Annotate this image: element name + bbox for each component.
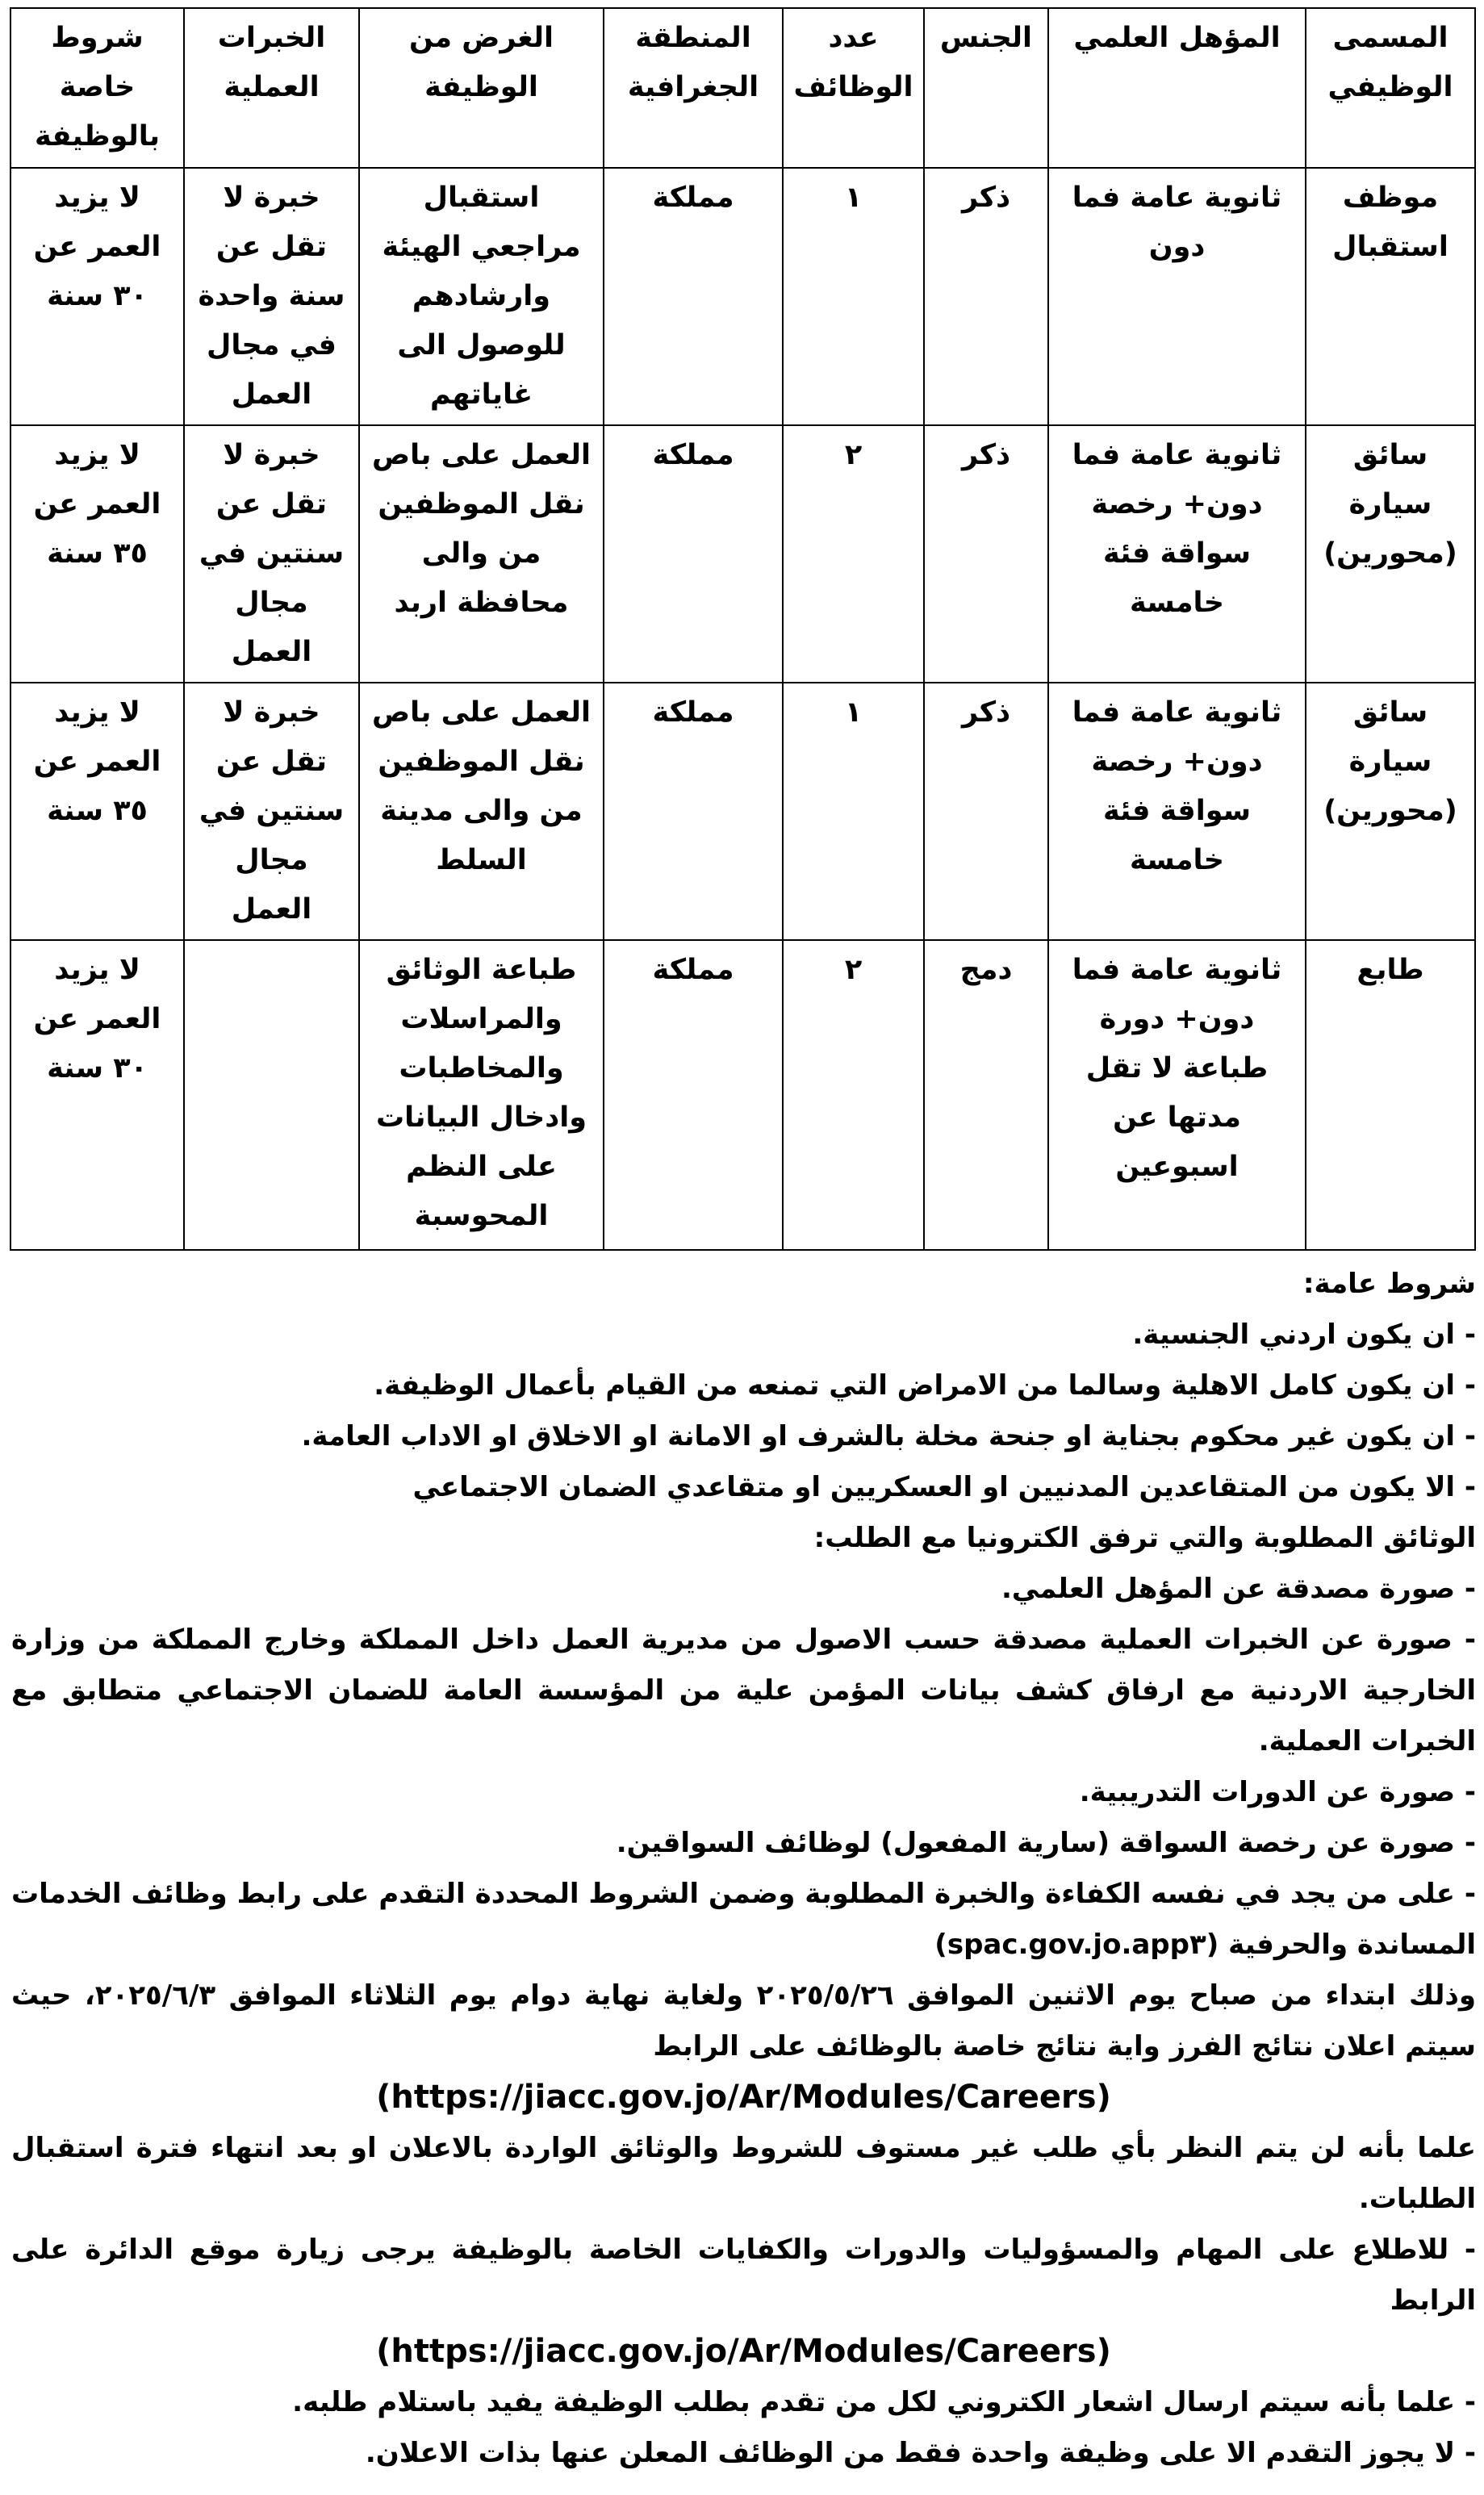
cell-purpose: العمل على باص نقل الموظفين من والى محافظة اربد	[359, 425, 604, 683]
cell-qualification: ثانوية عامة فما دون+ دورة طباعة لا تقل مدتها عن اسبوعين	[1048, 940, 1306, 1250]
cell-gender: دمج	[924, 940, 1048, 1250]
doc-item: - صورة عن رخصة السواقة (سارية المفعول) لوظائف السواقين.	[616, 1827, 1476, 1859]
cell-title: طابع	[1306, 940, 1475, 1250]
cell-title: موظف استقبال	[1306, 168, 1475, 425]
general-item: - ان يكون كامل الاهلية وسالما من الامراض التي تمنعه من القيام بأعمال الوظيفة.	[374, 1369, 1476, 1402]
cell-region: مملكة	[604, 425, 783, 683]
table-row	[10, 940, 1475, 1250]
header-count: عدد الوظائف	[783, 8, 924, 168]
cell-conditions: لا يزيد العمر عن ٣٠ سنة	[10, 168, 184, 425]
header-title: المسمى الوظيفي	[1306, 8, 1475, 168]
jobs-table	[10, 7, 1476, 1251]
doc-item: - على من يجد في نفسه الكفاءة والخبرة المطلوبة وضمن الشروط المحددة التقدم على رابط وظائف الخدمات المساندة والحرفية (spac.gov.jo.app٣)	[11, 1878, 1476, 1961]
cell-gender: ذكر	[924, 168, 1048, 425]
cell-region: مملكة	[604, 940, 783, 1250]
header-region: المنطقة الجغرافية	[604, 8, 783, 168]
cell-count: ٢	[783, 940, 924, 1250]
note: علما بأنه لن يتم النظر بأي طلب غير مستوف للشروط والوثائق الواردة بالاعلان او بعد انتهاء فترة استقبال الطلبات.	[11, 2132, 1476, 2215]
cell-purpose: طباعة الوثائق والمراسلات والمخاطبات وادخال البيانات على النظم المحوسبة	[359, 940, 604, 1250]
table-row	[10, 683, 1475, 940]
cell-count: ٢	[783, 425, 924, 683]
general-item: - ان يكون اردني الجنسية.	[1132, 1319, 1476, 1351]
cell-qualification: ثانوية عامة فما دون+ رخصة سواقة فئة خامسة	[1048, 683, 1306, 940]
note: - علما بأنه سيتم ارسال اشعار الكتروني لكل من تقدم بطلب الوظيفة يفيد باستلام طلبه.	[292, 2386, 1476, 2418]
cell-conditions: لا يزيد العمر عن ٣٠ سنة	[10, 940, 184, 1250]
note: - لا يجوز التقدم الا على وظيفة واحدة فقط من الوظائف المعلن عنها بذات الاعلان.	[365, 2437, 1476, 2469]
careers-link[interactable]: (https://jiacc.gov.jo/Ar/Modules/Careers)	[376, 2333, 1111, 2370]
cell-experience	[184, 940, 359, 1250]
careers-link[interactable]: (https://jiacc.gov.jo/Ar/Modules/Careers)	[376, 2079, 1111, 2116]
header-experience: الخبرات العملية	[184, 8, 359, 168]
cell-qualification: ثانوية عامة فما دون+ رخصة سواقة فئة خامسة	[1048, 425, 1306, 683]
table-header-row	[10, 8, 1475, 168]
general-title: شروط عامة:	[1302, 1268, 1476, 1300]
header-qualification: المؤهل العلمي	[1048, 8, 1306, 168]
general-item: - ان يكون غير محكوم بجناية او جنحة مخلة بالشرف او الامانة او الاخلاق او الاداب العامة.	[301, 1420, 1476, 1452]
cell-gender: ذكر	[924, 683, 1048, 940]
doc-item: - صورة مصدقة عن المؤهل العلمي.	[1001, 1573, 1476, 1605]
cell-conditions: لا يزيد العمر عن ٣٥ سنة	[10, 425, 184, 683]
table-row	[10, 425, 1475, 683]
docs-title: الوثائق المطلوبة والتي ترفق الكترونيا مع الطلب:	[813, 1522, 1476, 1554]
header-purpose: الغرض من الوظيفة	[359, 8, 604, 168]
cell-qualification: ثانوية عامة فما دون	[1048, 168, 1306, 425]
header-conditions: شروط خاصة بالوظيفة	[10, 8, 184, 168]
cell-title: سائق سيارة (محورين)	[1306, 425, 1475, 683]
period-text: وذلك ابتداء من صباح يوم الاثنين الموافق ٢٠٢٥/٥/٢٦ ولغاية نهاية دوام يوم الثلاثاء الموافق ٢٠٢٥/٦/٣، حيث سيتم اعلان نتائج الفرز واية نتائج خاصة بالوظائف على الرابط	[11, 1979, 1476, 2062]
cell-purpose: العمل على باص نقل الموظفين من والى مدينة السلط	[359, 683, 604, 940]
cell-purpose: استقبال مراجعي الهيئة وارشادهم للوصول الى غاياتهم	[359, 168, 604, 425]
note: - للاطلاع على المهام والمسؤوليات والدورات والكفايات الخاصة بالوظيفة يرجى زيارة موقع الدائرة على الرابط	[11, 2234, 1476, 2317]
cell-experience: خبرة لا تقل عن سنتين في مجال العمل	[184, 425, 359, 683]
general-item: - الا يكون من المتقاعدين المدنيين او العسكريين او متقاعدي الضمان الاجتماعي	[412, 1471, 1476, 1503]
cell-conditions: لا يزيد العمر عن ٣٥ سنة	[10, 683, 184, 940]
cell-experience: خبرة لا تقل عن سنة واحدة في مجال العمل	[184, 168, 359, 425]
cell-title: سائق سيارة (محورين)	[1306, 683, 1475, 940]
table-row	[10, 168, 1475, 425]
cell-gender: ذكر	[924, 425, 1048, 683]
cell-region: مملكة	[604, 168, 783, 425]
cell-count: ١	[783, 683, 924, 940]
doc-item: - صورة عن الدورات التدريبية.	[1079, 1776, 1476, 1808]
cell-count: ١	[783, 168, 924, 425]
announcement-body	[11, 1259, 1476, 2479]
cell-experience: خبرة لا تقل عن سنتين في مجال العمل	[184, 683, 359, 940]
doc-item: - صورة عن الخبرات العملية مصدقة حسب الاصول من مديرية العمل داخل المملكة وخارج المملكة من وزارة الخارجية الاردنية مع ارفاق كشف بيانات المؤمن علية من المؤسسة العامة للضمان الاجتماعي متطابق مع الخبرات العملية.	[11, 1624, 1476, 1757]
cell-region: مملكة	[604, 683, 783, 940]
header-gender: الجنس	[924, 8, 1048, 168]
